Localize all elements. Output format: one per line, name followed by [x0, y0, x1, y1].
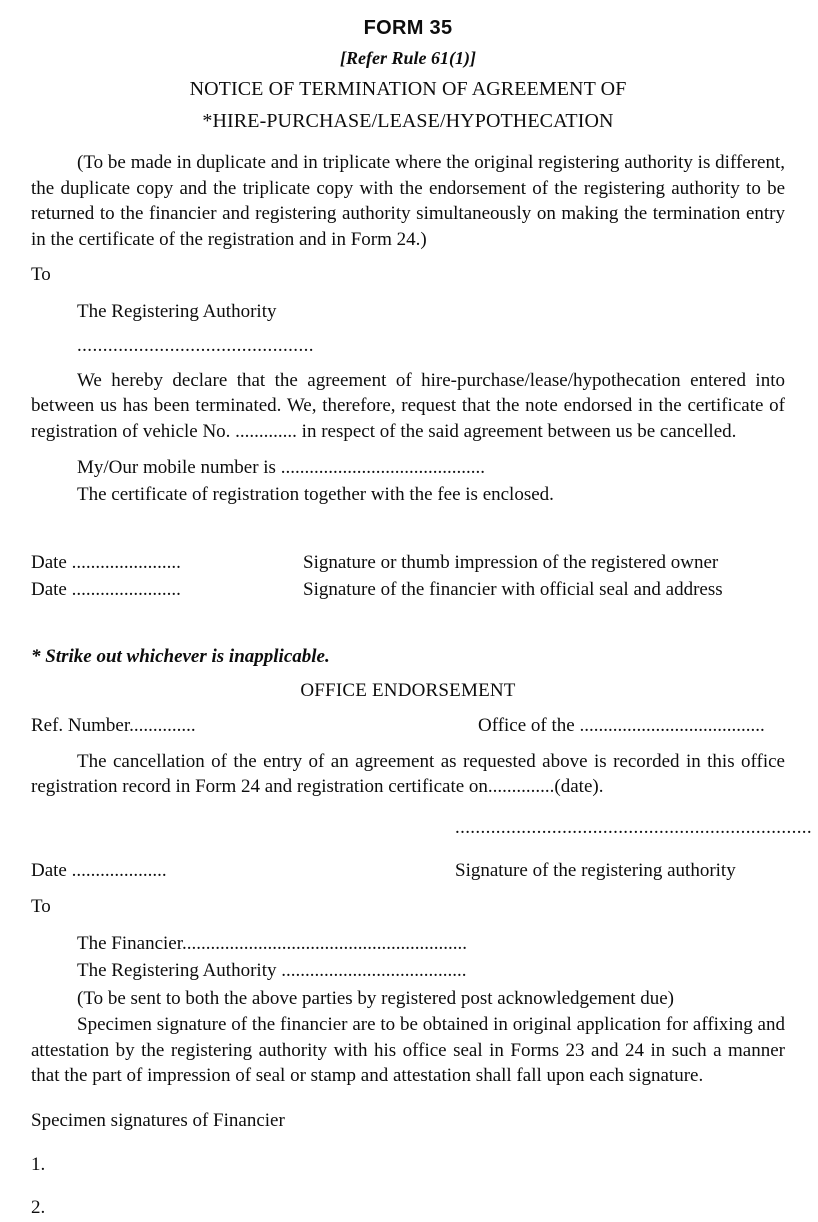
addressee-registering-authority: The Registering Authority — [77, 300, 277, 322]
registered-post-note: (To be sent to both the above parties by registered post acknowledgement due) — [77, 987, 674, 1009]
to-label-second: To — [31, 896, 51, 918]
registering-authority-address-field[interactable]: The Registering Authority ....................................... — [77, 960, 467, 982]
spacer — [31, 134, 785, 150]
specimen-signature-paragraph: Specimen signature of the financier are to be obtained in original application for affixing and attestation by the registering authority with his office seal in Forms 23 and 24 in such a manner that the part of impression of seal or stamp and attestation shall fall upon each signature. — [31, 1014, 785, 1087]
spacer — [31, 604, 785, 644]
spacer — [31, 1089, 785, 1107]
office-endorsement-heading: OFFICE ENDORSEMENT — [300, 680, 516, 702]
specimen-signatures-list — [31, 1151, 785, 1222]
notice-heading-line-1: NOTICE OF TERMINATION OF AGREEMENT OF — [189, 77, 627, 100]
list-item[interactable]: 2. — [31, 1197, 46, 1219]
authority-signature-dotted-rule[interactable]: ...................................................................... — [455, 816, 812, 838]
to-label: To — [31, 264, 51, 286]
mobile-number-field[interactable]: My/Our mobile number is ........................................... — [77, 456, 485, 478]
financier-date-field[interactable]: Date ....................... — [31, 579, 181, 601]
certificate-enclosed-note: The certificate of registration together with the fee is enclosed. — [77, 484, 554, 506]
spacer — [31, 509, 785, 549]
spacer — [31, 740, 785, 749]
list-item[interactable]: 1. — [31, 1153, 46, 1175]
strike-out-note: * Strike out whichever is inapplicable. — [31, 645, 330, 667]
notice-heading-line-2: *HIRE-PURCHASE/LEASE/HYPOTHECATION — [202, 109, 614, 132]
endorsement-date-field[interactable]: Date .................... — [31, 859, 167, 881]
page-title: FORM 35 — [363, 17, 453, 39]
owner-signature-label: Signature or thumb impression of the registered owner — [303, 551, 719, 573]
declaration-paragraph: We hereby declare that the agreement of hire-purchase/lease/hypothecation entered into between us has been terminated. We, therefore, request that the note endorsed in the certificate of registration of vehicle No. ............. in respect of the said agreement between us be cancelled. — [31, 369, 785, 443]
financier-signature-label: Signature of the financier with official seal and address — [303, 579, 723, 601]
owner-date-field[interactable]: Date ....................... — [31, 551, 181, 573]
office-of-the-field[interactable]: Office of the ....................................... — [478, 715, 765, 737]
registering-authority-signature-label: Signature of the registering authority — [455, 859, 736, 881]
spacer — [31, 921, 785, 930]
specimen-signatures-heading: Specimen signatures of Financier — [31, 1110, 285, 1132]
spacer — [31, 289, 785, 298]
rule-reference: [Refer Rule 61(1)] — [340, 48, 476, 68]
financier-address-field[interactable]: The Financier............................................................ — [77, 932, 467, 954]
ref-number-field[interactable]: Ref. Number.............. — [31, 715, 196, 737]
spacer — [31, 800, 785, 818]
spacer — [31, 839, 785, 857]
financier-signature-row — [31, 576, 785, 604]
owner-signature-row — [31, 549, 785, 577]
endorsement-signature-row — [31, 857, 785, 885]
cancellation-paragraph: The cancellation of the entry of an agreement as requested above is recorded in this office registration record in Form 24 and registration certificate on..............(date). — [31, 750, 785, 798]
spacer — [31, 884, 785, 893]
spacer — [31, 445, 785, 454]
spacer — [31, 703, 785, 712]
addressee-blank-field[interactable]: .............................................. — [77, 335, 314, 357]
spacer — [31, 325, 785, 334]
spacer — [31, 252, 785, 261]
ref-number-office-row — [31, 712, 785, 740]
spacer — [31, 359, 785, 368]
intro-paragraph: (To be made in duplicate and in triplicate where the original registering authority is different, the duplicate copy and the triplicate copy with the endorsement of the registering authority to be returned to the financier and registering authority simultaneously on making the termination entry in the certificate of the registration and in Form 24.) — [31, 151, 785, 250]
